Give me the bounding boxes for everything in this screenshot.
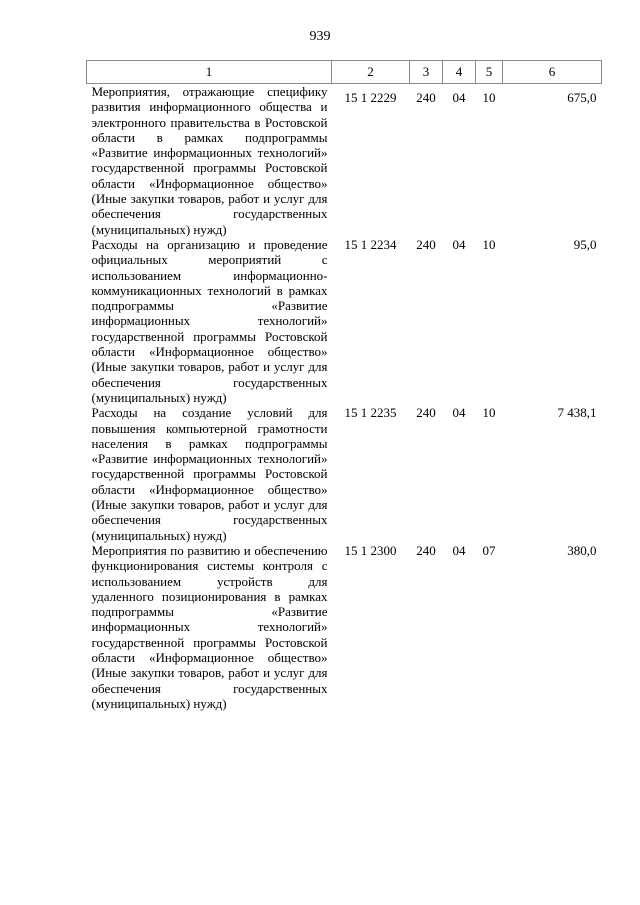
- table-row: [87, 237, 602, 405]
- column-header-subsection: 5: [476, 61, 503, 84]
- row-description: Мероприятия по развитию и обеспечению функционирования системы контроля с использованием устройств для удаленного позиционирования в рамках подпрограммы «Развитие информационных технологий» государственной программы Ростовской области «Информационное общество» (Иные закупки товаров, работ и услуг для обеспечения государственных (муниципальных) нужд): [91, 542, 328, 711]
- budget-table: [86, 60, 602, 711]
- row-section: 04: [452, 542, 466, 558]
- column-header-section: 4: [443, 61, 476, 84]
- table-row: [87, 84, 602, 237]
- page-number: 939: [309, 29, 331, 44]
- row-subsection: 10: [482, 236, 496, 252]
- row-amount: 7 438,1: [557, 405, 597, 421]
- row-expense-type: 240: [416, 542, 436, 558]
- row-subsection: 07: [482, 542, 496, 558]
- row-amount: 380,0: [567, 542, 597, 558]
- row-description: Мероприятия, отражающие специфику развития информационного общества и электронного правительства в Ростовской области в рамках подпрограммы «Развитие информационных технологий» государственной программы Ростовской области «Информационное общество» (Иные закупки товаров, работ и услуг для обеспечения государственных (муниципальных) нужд): [91, 84, 328, 237]
- row-section: 04: [452, 90, 466, 105]
- row-subsection: 10: [482, 405, 496, 421]
- row-amount: 95,0: [573, 236, 597, 252]
- header-row: [87, 61, 602, 84]
- row-target-article: 15 1 2229: [344, 90, 397, 105]
- row-target-article: 15 1 2234: [344, 236, 397, 252]
- row-subsection: 10: [482, 90, 496, 105]
- row-expense-type: 240: [416, 236, 436, 252]
- row-expense-type: 240: [416, 90, 436, 105]
- column-header-expense-type: 3: [410, 61, 443, 84]
- row-description: Расходы на создание условий для повышения компьютерной грамотности населения в рамках подпрограммы «Развитие информационных технологий» государственной программы Ростовской области «Информационное общество» (Иные закупки товаров, работ и услуг для обеспечения государственных (муниципальных) нужд): [91, 405, 328, 543]
- table-row: [87, 405, 602, 543]
- column-header-description: 1: [87, 61, 332, 84]
- table-row: [87, 543, 602, 711]
- column-header-amount: 6: [503, 61, 602, 84]
- row-description: Расходы на организацию и проведение официальных мероприятий с использованием информационно-коммуникационных технологий в рамках подпрограммы «Развитие информационных технологий» государственной программы Ростовской области «Информационное общество» (Иные закупки товаров, работ и услуг для обеспечения государственных (муниципальных) нужд): [91, 236, 328, 405]
- row-expense-type: 240: [416, 405, 436, 421]
- row-amount: 675,0: [567, 90, 597, 105]
- column-header-target-article: 2: [332, 61, 410, 84]
- row-section: 04: [452, 236, 466, 252]
- row-target-article: 15 1 2235: [344, 405, 397, 421]
- row-target-article: 15 1 2300: [344, 542, 397, 558]
- row-section: 04: [452, 405, 466, 421]
